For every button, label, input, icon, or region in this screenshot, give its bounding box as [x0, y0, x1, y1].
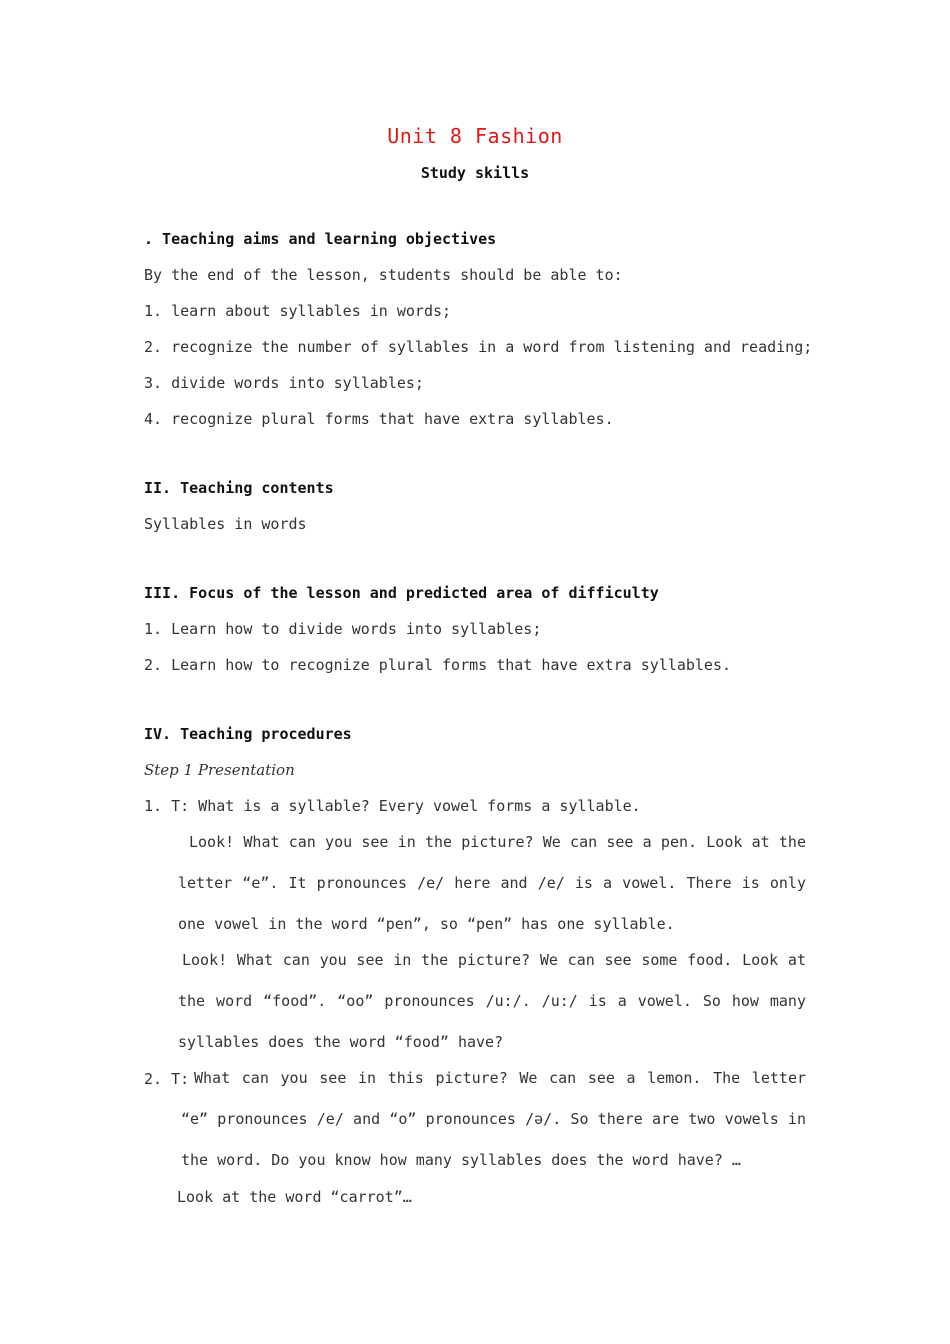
- step-label: Step 1 Presentation: [144, 761, 295, 779]
- section-contents-heading: II. Teaching contents: [144, 479, 334, 497]
- aims-item-1: 1. learn about syllables in words;: [144, 302, 452, 320]
- aims-intro: By the end of the lesson, students should be able to:: [144, 266, 623, 284]
- section-focus-heading: III. Focus of the lesson and predicted area of difficulty: [144, 584, 659, 602]
- document-subtitle: Study skills: [420, 164, 530, 182]
- aims-item-4: 4. recognize plural forms that have extra syllables.: [144, 410, 614, 428]
- procedure-item-1-paragraph-1: Look! What can you see in the picture? We can see a pen. Look at the letter “e”. It pronounces /e/ here and /e/ is a vowel. There is only one vowel in the word “pen”, so “pen” has one syllable.: [178, 833, 806, 933]
- procedure-item-2-paragraph-2: Look at the word “carrot”…: [177, 1188, 412, 1206]
- document-title: Unit 8 Fashion: [387, 124, 563, 148]
- procedure-item-2-label: 2. T:: [144, 1070, 190, 1088]
- procedure-item-1-label: 1. T: What is a syllable? Every vowel forms a syllable.: [144, 797, 641, 815]
- section-procedures-heading: IV. Teaching procedures: [144, 725, 352, 743]
- section-aims-heading: . Teaching aims and learning objectives: [144, 230, 497, 248]
- focus-item-1: 1. Learn how to divide words into syllables;: [144, 620, 542, 638]
- contents-text: Syllables in words: [144, 515, 307, 533]
- aims-item-2: 2. recognize the number of syllables in a word from listening and reading;: [144, 338, 813, 356]
- aims-item-3: 3. divide words into syllables;: [144, 374, 424, 392]
- focus-item-2: 2. Learn how to recognize plural forms that have extra syllables.: [144, 656, 731, 674]
- procedure-item-2-paragraph-1: What can you see in this picture? We can see a lemon. The letter “e” pronounces /e/ and “o” pronounces /ə/. So there are two vowels in the word. Do you know how many syllables does the word have? …: [181, 1069, 806, 1169]
- procedure-item-1-paragraph-2: Look! What can you see in the picture? We can see some food. Look at the word “food”. “oo” pronounces /u:/. /u:/ is a vowel. So how many syllables does the word “food” have?: [178, 951, 806, 1051]
